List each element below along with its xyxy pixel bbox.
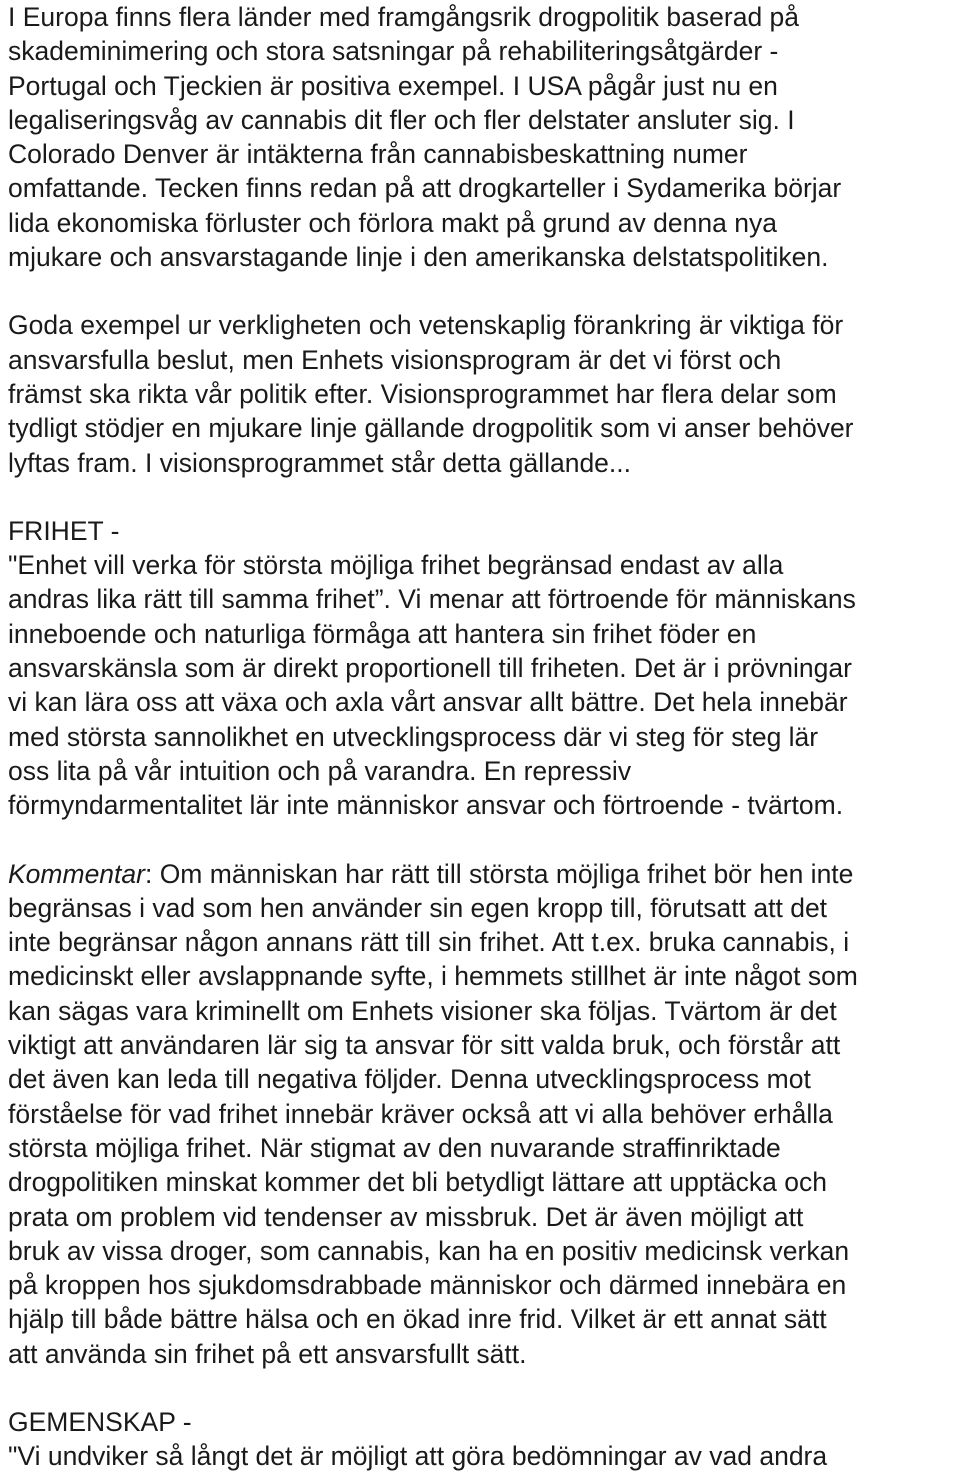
text-line: inte begränsar någon annans rätt till sin frihet. Att t.ex. bruka cannabis, i (8, 927, 850, 958)
text-line: förmyndarmentalitet lär inte människor ansvar och förtroende - tvärtom. (8, 790, 844, 821)
quote-line: "Enhet vill verka för största möjliga frihet begränsad endast av alla (8, 550, 784, 581)
text-line: med största sannolikhet en utvecklingsprocess där vi steg för steg lär (8, 721, 819, 752)
paragraph-intro (8, 0, 958, 274)
text-line: I Europa finns flera länder med framgångsrik drogpolitik baserad på (8, 2, 800, 32)
comment-text: : Om människan har rätt till största möjliga frihet bör hen inte (144, 858, 854, 889)
text-line: på kroppen hos sjukdomsdrabbade människor och därmed innebära en (8, 1270, 847, 1301)
text-line: skademinimering och stora satsningar på rehabiliteringsåtgärder - (8, 36, 779, 67)
text-line: kan sägas vara kriminellt om Enhets visioner ska följas. Tvärtom är det (8, 995, 837, 1026)
text-line: tydligt stödjer en mjukare linje gällande drogpolitik som vi anser behöver (8, 413, 854, 444)
text-line: begränsas i vad som hen använder sin egen kropp till, förutsatt att det (8, 892, 828, 923)
document-page (8, 0, 958, 1474)
text-line: förståelse för vad frihet innebär kräver också att vi alla behöver erhålla (8, 1098, 833, 1129)
text-line: ansvarskänsla som är direkt proportionell till friheten. Det är i prövningar (8, 653, 852, 684)
paragraph-gap (8, 480, 958, 514)
paragraph-gap (8, 823, 958, 857)
text-line: Portugal och Tjeckien är positiva exempel. I USA pågår just nu en (8, 70, 778, 101)
text-line: ansvarsfulla beslut, men Enhets visionsprogram är det vi först och (8, 344, 782, 375)
paragraph-gap (8, 274, 958, 308)
section-frihet (8, 514, 958, 823)
text-line: bruk av vissa droger, som cannabis, kan ha en positiv medicinsk verkan (8, 1235, 850, 1266)
text-line: hjälp till både bättre hälsa och en ökad inre frid. Vilket är ett annat sätt (8, 1304, 827, 1335)
text-line: lyftas fram. I visionsprogrammet står detta gällande... (8, 447, 632, 478)
text-line: oss lita på vår intuition och på varandra. En repressiv (8, 755, 632, 786)
text-line: att använda sin frihet på ett ansvarsfullt sätt. (8, 1338, 527, 1369)
text-line: viktigt att användaren lär sig ta ansvar för sitt valda bruk, och förstår att (8, 1030, 841, 1061)
text-line: drogpolitiken minskat kommer det bli betydligt lättare att upptäcka och (8, 1167, 827, 1198)
section-gemenskap (8, 1405, 958, 1474)
text-line: andras lika rätt till samma frihet”. Vi menar att förtroende för människans (8, 584, 856, 615)
comment-label: Kommentar (8, 858, 145, 889)
text-line: inneboende och naturliga förmåga att hantera sin frihet föder en (8, 618, 757, 649)
comment-first-line (8, 857, 958, 891)
text-line: legaliseringsvåg av cannabis dit fler och fler delstater ansluter sig. I (8, 104, 795, 135)
text-line: Colorado Denver är intäkterna från cannabisbeskattning numer (8, 139, 748, 170)
text-line: mjukare och ansvarstagande linje i den amerikanska delstatspolitiken. (8, 242, 829, 273)
section-heading: FRIHET - (8, 515, 120, 546)
paragraph-gap (8, 1371, 958, 1405)
quote-line: "Vi undviker så långt det är möjligt att göra bedömningar av vad andra (8, 1441, 828, 1472)
text-line: Goda exempel ur verkligheten och vetenskaplig förankring är viktiga för (8, 310, 844, 341)
text-line: det även kan leda till negativa följder. Denna utvecklingsprocess mot (8, 1064, 811, 1095)
text-line: lida ekonomiska förluster och förlora makt på grund av denna nya (8, 207, 777, 238)
section-heading: GEMENSKAP - (8, 1406, 192, 1437)
text-line: största möjliga frihet. När stigmat av den nuvarande straffinriktade (8, 1132, 781, 1163)
paragraph-examples (8, 308, 958, 479)
text-line: omfattande. Tecken finns redan på att drogkarteller i Sydamerika börjar (8, 173, 842, 204)
comment-block (8, 857, 958, 1371)
text-line: främst ska rikta vår politik efter. Visionsprogrammet har flera delar som (8, 378, 837, 409)
text-line: vi kan lära oss att växa och axla vårt ansvar allt bättre. Det hela innebär (8, 687, 848, 718)
text-line: prata om problem vid tendenser av missbruk. Det är även möjligt att (8, 1201, 804, 1232)
text-line: medicinskt eller avslappnande syfte, i hemmets stillhet är inte något som (8, 961, 858, 992)
